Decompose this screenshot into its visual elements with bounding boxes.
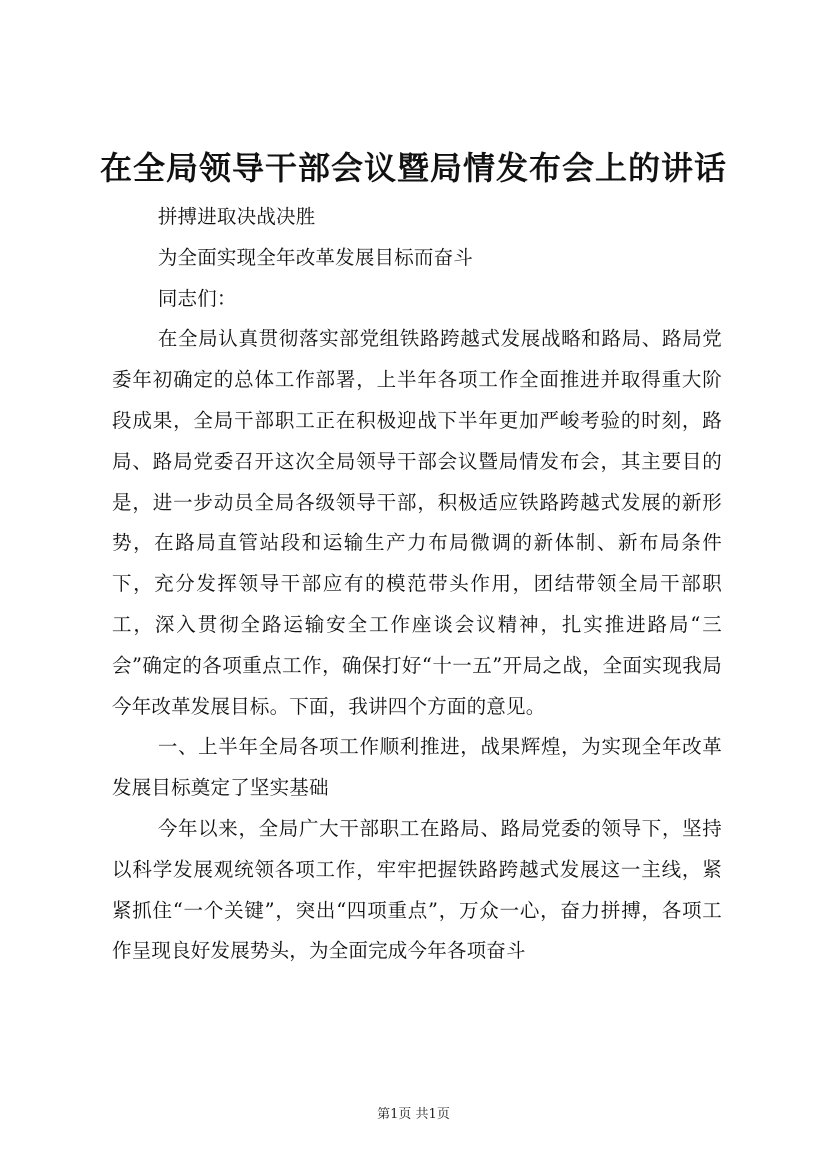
subtitle-line-2: 为全面实现全年改革发展目标而奋斗 xyxy=(157,245,474,269)
document-body xyxy=(112,197,722,972)
document-title: 在全局领导干部会议暨局情发布会上的讲话 xyxy=(99,149,727,187)
body-paragraph: 今年以来，全局广大干部职工在路局、路局党委的领导下，坚持以科学发展观统领各项工作，牢牢把握铁路跨越式发展这一主线，紧紧抓住“一个关键”，突出“四项重点”，万众一心，奋力拼搏，各项工作呈现良好发展势头，为全面完成今年各项奋斗 xyxy=(112,816,722,963)
section-heading: 一、上半年全局各项工作顺利推进，战果辉煌，为实现全年改革发展目标奠定了坚实基础 xyxy=(112,735,722,800)
subtitle-line-1: 拼搏进取决战决胜 xyxy=(157,205,316,228)
page-number-footer: 第1页 共1页 xyxy=(377,1107,450,1122)
body-paragraph: 在全局认真贯彻落实部党组铁路跨越式发展战略和路局、路局党委年初确定的总体工作部署，上半年各项工作全面推进并取得重大阶段成果，全局干部职工正在积极迎战下半年更加严峻考验的时刻，路局、路局党委召开这次全局领导干部会议暨局情发布会，其主要目的是，进一步动员全局各级领导干部，积极适应铁路跨越式发展的新形势，在路局直管站段和运输生产力布局微调的新体制、新布局条件下，充分发挥领导干部应有的模范带头作用，团结带领全局干部职工，深入贯彻全路运输安全工作座谈会议精神，扎实推进路局“三会”确定的各项重点工作，确保打好“十一五”开局之战，全面实现我局今年改革发展目标。下面，我讲四个方面的意见。 xyxy=(112,327,722,718)
salutation: 同志们： xyxy=(157,286,237,310)
